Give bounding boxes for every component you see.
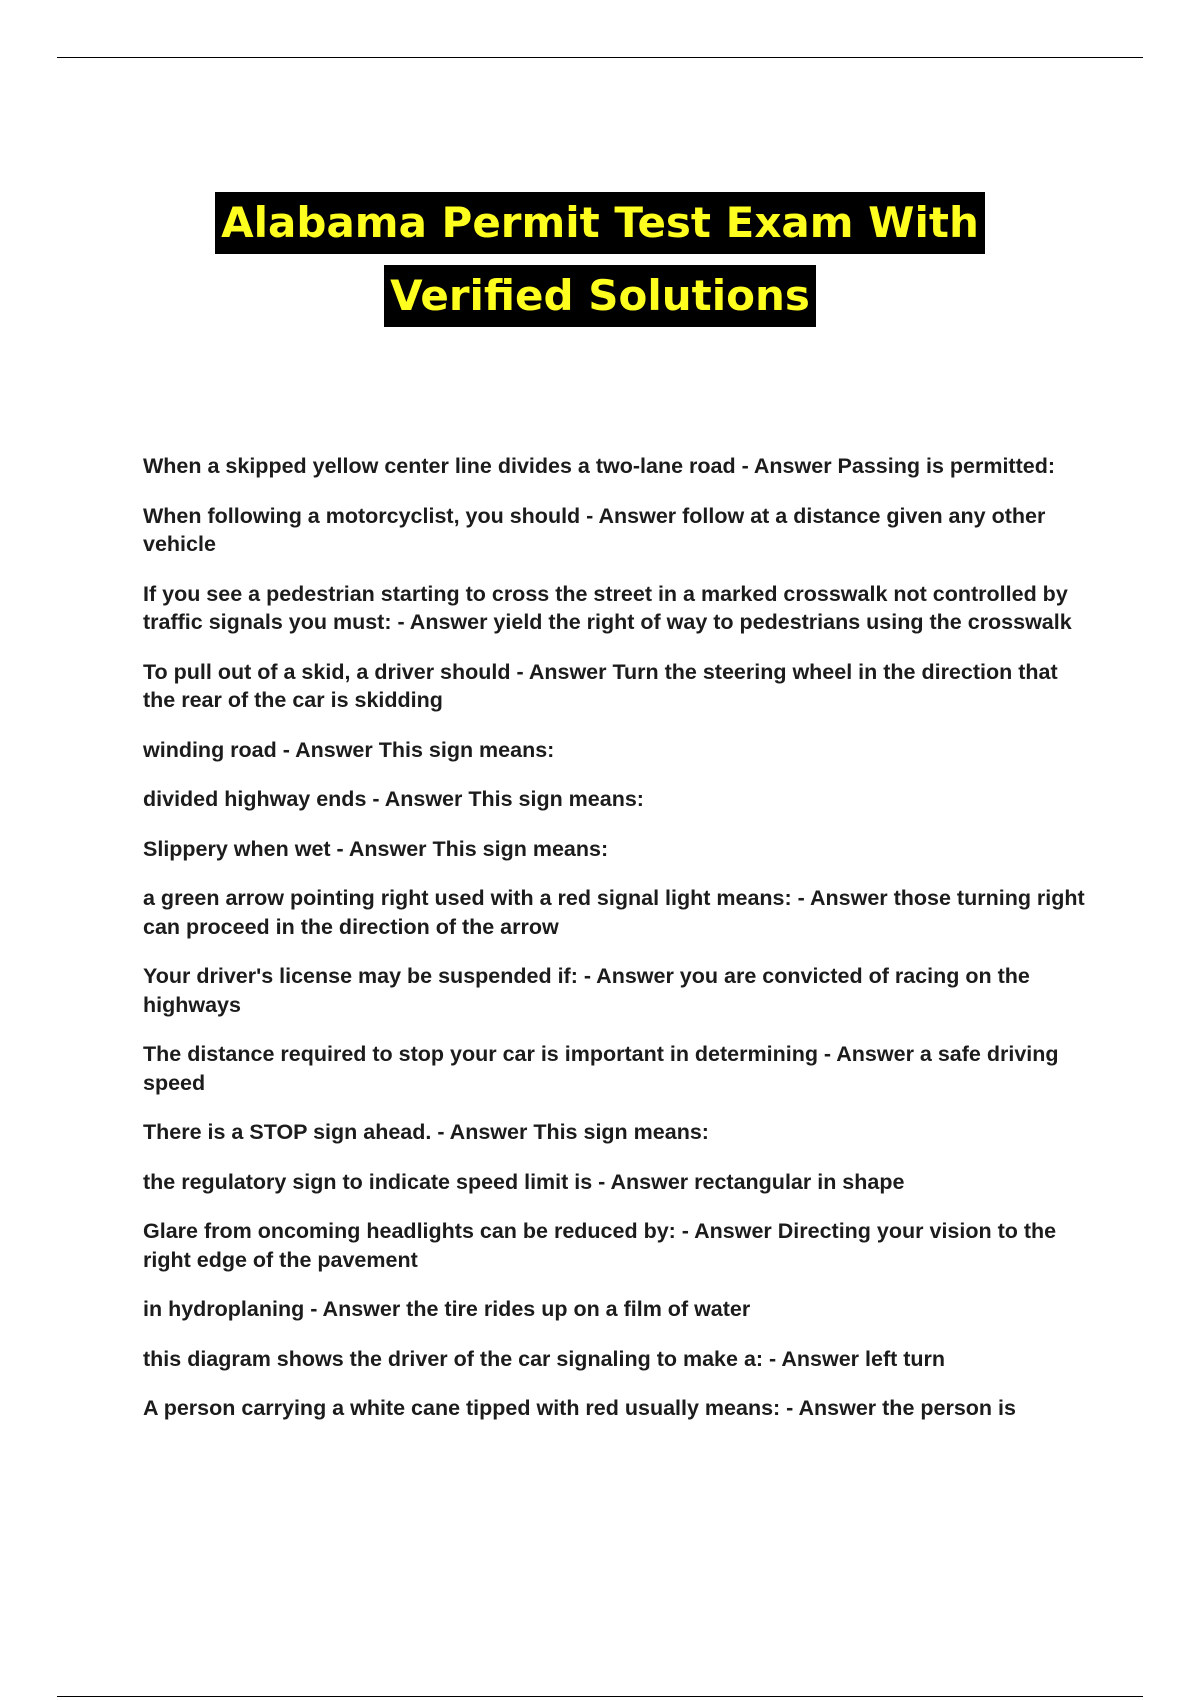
bottom-rule [57, 1696, 1143, 1697]
qa-item: the regulatory sign to indicate speed limit is - Answer rectangular in shape [143, 1169, 905, 1194]
qa-item: winding road - Answer This sign means: [143, 737, 555, 762]
question-answer-list [143, 452, 1093, 1444]
qa-item: When a skipped yellow center line divides a two-lane road - Answer Passing is permitted: [143, 454, 1055, 478]
qa-item: Glare from oncoming headlights can be reduced by: - Answer Directing your vision to the right edge of the pavement [143, 1219, 1057, 1272]
title-line-1: Alabama Permit Test Exam With [215, 192, 985, 254]
qa-item: To pull out of a skid, a driver should - Answer Turn the steering wheel in the direction that the rear of the car is skidding [143, 659, 1058, 712]
qa-item: Your driver's license may be suspended if: - Answer you are convicted of racing on the highways [143, 964, 1030, 1017]
qa-item: in hydroplaning - Answer the tire rides up on a film of water [143, 1297, 751, 1321]
qa-item: A person carrying a white cane tipped with red usually means: - Answer the person is [143, 1396, 1016, 1420]
qa-item: If you see a pedestrian starting to cross the street in a marked crosswalk not controlled by traffic signals you must: - Answer yield the right of way to pedestrians using the crosswalk [143, 581, 1072, 634]
qa-item: a green arrow pointing right used with a red signal light means: - Answer those turning right can proceed in the direction of the arrow [143, 886, 1085, 939]
qa-item: Slippery when wet - Answer This sign means: [143, 836, 609, 861]
qa-item: this diagram shows the driver of the car signaling to make a: - Answer left turn [143, 1346, 946, 1371]
qa-item: There is a STOP sign ahead. - Answer This sign means: [143, 1120, 709, 1144]
top-rule [57, 57, 1143, 58]
title-line-2: Verified Solutions [384, 265, 816, 327]
qa-item: The distance required to stop your car is important in determining - Answer a safe driving speed [143, 1042, 1059, 1095]
qa-item: When following a motorcyclist, you should - Answer follow at a distance given any other vehicle [143, 503, 1046, 556]
document-title [0, 192, 1200, 327]
qa-item: divided highway ends - Answer This sign means: [143, 787, 644, 811]
